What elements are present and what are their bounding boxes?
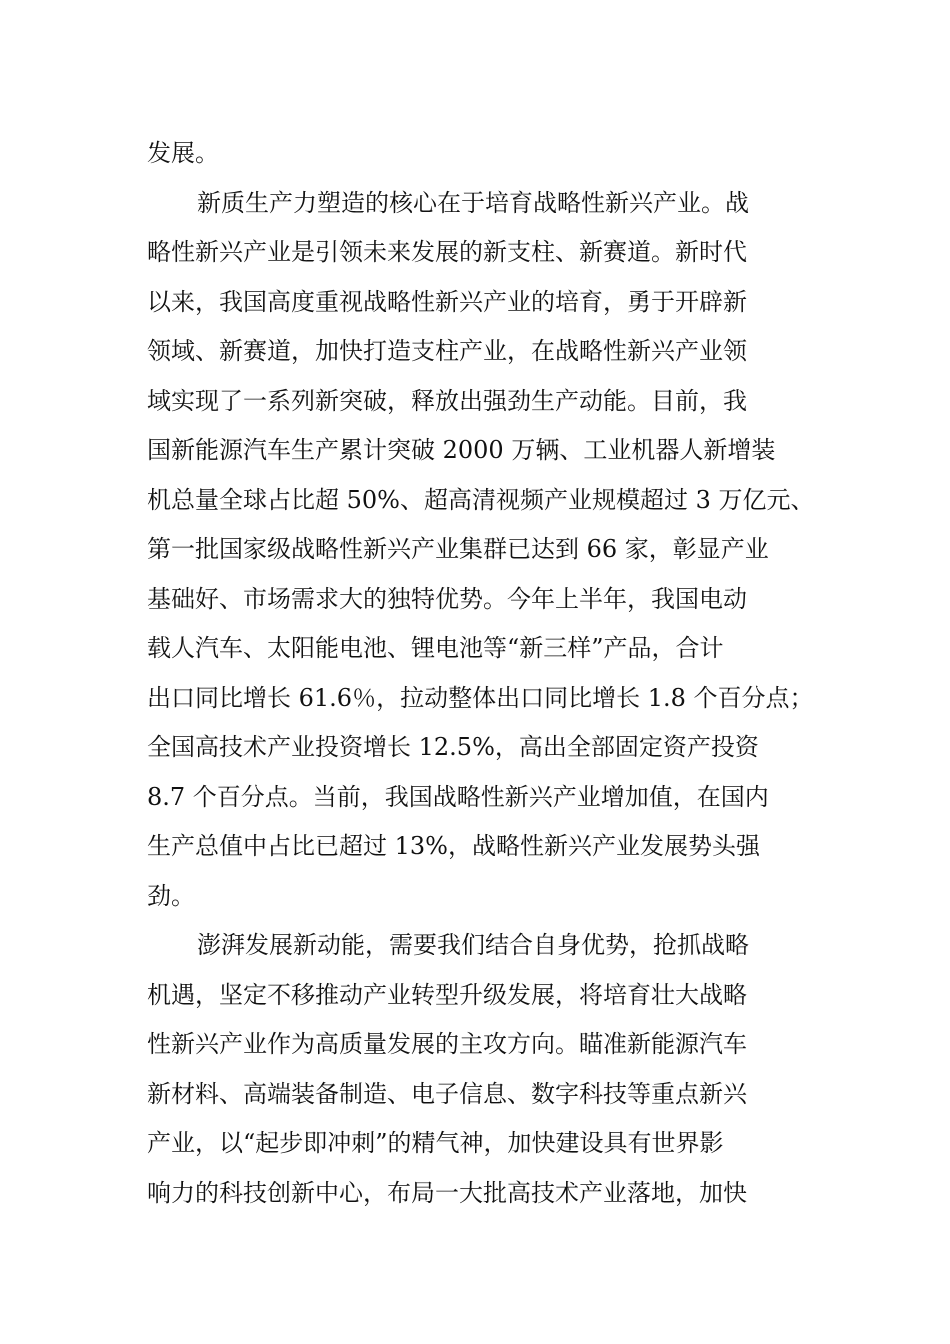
- text-line: 新质生产力塑造的核心在于培育战略性新兴产业。战: [197, 189, 749, 217]
- text-line: 领域、新赛道，加快打造支柱产业，在战略性新兴产业领: [147, 337, 747, 365]
- text-line: 新材料、高端装备制造、电子信息、数字科技等重点新兴: [147, 1080, 747, 1108]
- text-line: 略性新兴产业是引领未来发展的新支柱、新赛道。新时代: [147, 238, 747, 266]
- text-line: 机遇，坚定不移推动产业转型升级发展，将培育壮大战略: [147, 981, 747, 1009]
- text-line: 域实现了一系列新突破，释放出强劲生产动能。目前，我: [147, 387, 747, 415]
- text-line: 澎湃发展新动能，需要我们结合自身优势，抢抓战略: [197, 931, 749, 959]
- text-line: 基础好、市场需求大的独特优势。今年上半年，我国电动: [147, 585, 747, 613]
- text-line: 性新兴产业作为高质量发展的主攻方向。瞄准新能源汽车: [147, 1030, 747, 1058]
- text-line: 响力的科技创新中心，布局一大批高技术产业落地，加快: [147, 1179, 747, 1207]
- text-line: 国新能源汽车生产累计突破 2000 万辆、工业机器人新增装: [147, 436, 776, 464]
- text-line: 出口同比增长 61.6％，拉动整体出口同比增长 1.8 个百分点；: [147, 684, 814, 712]
- text-line: 以来，我国高度重视战略性新兴产业的培育，勇于开辟新: [147, 288, 747, 316]
- text-line: 第一批国家级战略性新兴产业集群已达到 66 家，彰显产业: [147, 535, 769, 563]
- text-line: 生产总值中占比已超过 13%，战略性新兴产业发展势头强: [147, 832, 760, 860]
- text-line: 8.7 个百分点。当前，我国战略性新兴产业增加值，在国内: [147, 783, 769, 811]
- text-line: 劲。: [147, 882, 195, 910]
- text-line: 全国高技术产业投资增长 12.5%，高出全部固定资产投资: [147, 733, 759, 761]
- text-line: 机总量全球占比超 50%、超高清视频产业规模超过 3 万亿元、: [147, 486, 815, 514]
- text-line: 发展。: [147, 139, 219, 167]
- text-line: 载人汽车、太阳能电池、锂电池等“新三样”产品，合计: [147, 634, 724, 662]
- text-line: 产业，以“起步即冲刺”的精气神，加快建设具有世界影: [147, 1129, 724, 1157]
